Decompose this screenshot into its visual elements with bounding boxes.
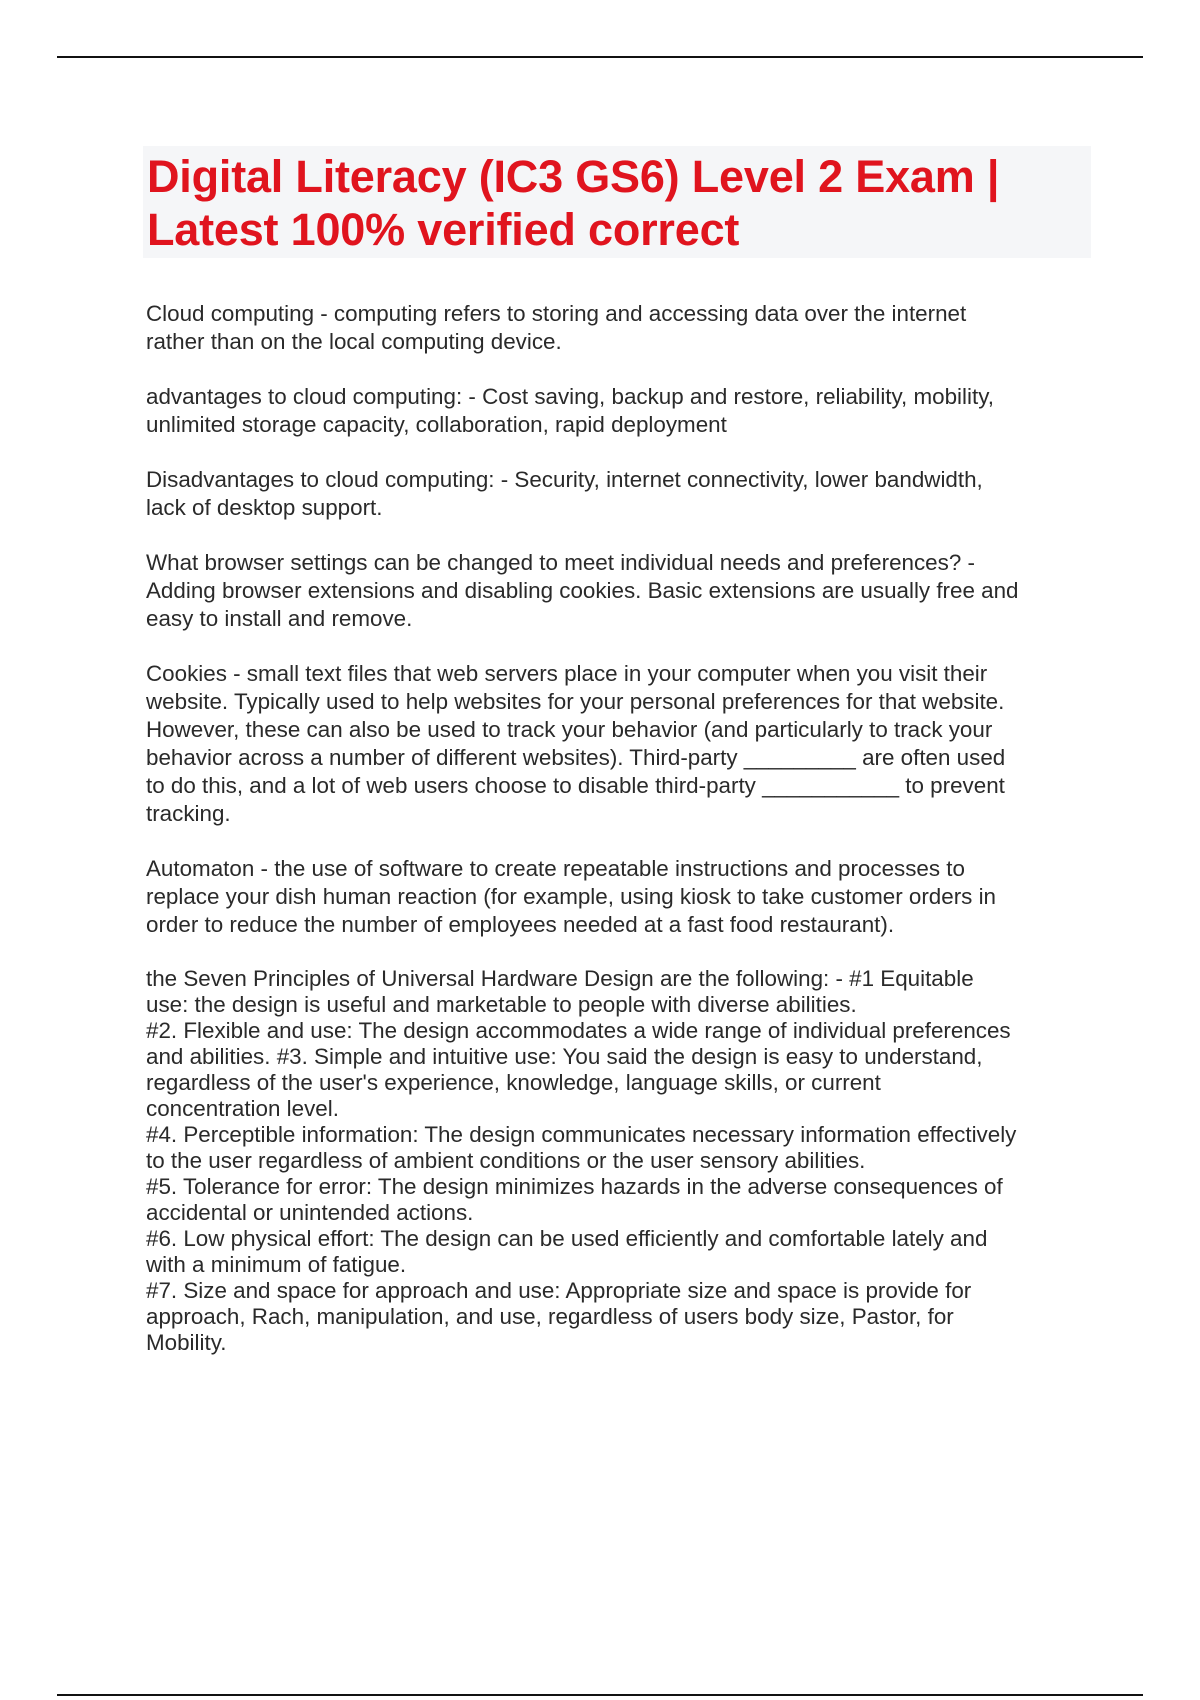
text-line: Disadvantages to cloud computing: - Security, internet connectivity, lower bandwidth, <box>146 467 983 492</box>
text-line: Cloud computing - computing refers to storing and accessing data over the internet <box>146 301 967 326</box>
bottom-rule <box>57 1694 1143 1696</box>
title-banner <box>143 146 1091 258</box>
title-line: Latest 100% verified correct <box>147 204 740 255</box>
text-line: easy to install and remove. <box>146 606 413 631</box>
entry-cloud-computing <box>146 300 1091 356</box>
text-line: #7. Size and space for approach and use: Appropriate size and space is provide for <box>146 1278 972 1303</box>
top-rule <box>57 56 1143 58</box>
entry-disadvantages <box>146 466 1091 522</box>
entry-universal-design <box>146 966 1091 1356</box>
text-line: rather than on the local computing device. <box>146 329 562 354</box>
text-line: lack of desktop support. <box>146 495 383 520</box>
text-line: regardless of the user's experience, knowledge, language skills, or current <box>146 1070 881 1095</box>
text-line: concentration level. <box>146 1096 339 1121</box>
text-line: However, these can also be used to track your behavior (and particularly to track your <box>146 717 993 742</box>
text-line: Adding browser extensions and disabling cookies. Basic extensions are usually free and <box>146 578 1019 603</box>
text-line: #6. Low physical effort: The design can be used efficiently and comfortable lately and <box>146 1226 988 1251</box>
text-line: with a minimum of fatigue. <box>146 1252 407 1277</box>
text-line: Cookies - small text files that web servers place in your computer when you visit their <box>146 661 988 686</box>
text-line: Automaton - the use of software to create repeatable instructions and processes to <box>146 856 965 881</box>
text-line: to do this, and a lot of web users choose to disable third-party ___________ to prevent <box>146 773 1005 798</box>
entry-browser-settings <box>146 549 1091 633</box>
text-line: replace your dish human reaction (for example, using kiosk to take customer orders in <box>146 884 997 909</box>
text-line: #2. Flexible and use: The design accommodates a wide range of individual preferences <box>146 1018 1011 1043</box>
text-line: use: the design is useful and marketable to people with diverse abilities. <box>146 992 857 1017</box>
text-line: #4. Perceptible information: The design communicates necessary information effectively <box>146 1122 1017 1147</box>
text-line: What browser settings can be changed to meet individual needs and preferences? - <box>146 550 975 575</box>
entry-cookies <box>146 660 1091 828</box>
text-line: tracking. <box>146 801 231 826</box>
text-line: the Seven Principles of Universal Hardware Design are the following: - #1 Equitable <box>146 966 974 991</box>
text-line: unlimited storage capacity, collaboration, rapid deployment <box>146 412 727 437</box>
document-title <box>147 150 1087 256</box>
text-line: website. Typically used to help websites for your personal preferences for that website. <box>146 689 1005 714</box>
text-line: behavior across a number of different websites). Third-party _________ are often used <box>146 745 1006 770</box>
entry-automaton <box>146 855 1091 939</box>
text-line: order to reduce the number of employees needed at a fast food restaurant). <box>146 912 895 937</box>
text-line: to the user regardless of ambient conditions or the user sensory abilities. <box>146 1148 866 1173</box>
text-line: advantages to cloud computing: - Cost saving, backup and restore, reliability, mobility, <box>146 384 994 409</box>
text-line: accidental or unintended actions. <box>146 1200 474 1225</box>
text-line: #5. Tolerance for error: The design minimizes hazards in the adverse consequences of <box>146 1174 1003 1199</box>
title-line: Digital Literacy (IC3 GS6) Level 2 Exam | <box>147 151 1000 202</box>
text-line: approach, Rach, manipulation, and use, regardless of users body size, Pastor, for <box>146 1304 954 1329</box>
text-line: and abilities. #3. Simple and intuitive use: You said the design is easy to understand, <box>146 1044 983 1069</box>
entry-advantages <box>146 383 1091 439</box>
document-body <box>146 300 1091 1383</box>
text-line: Mobility. <box>146 1330 227 1355</box>
